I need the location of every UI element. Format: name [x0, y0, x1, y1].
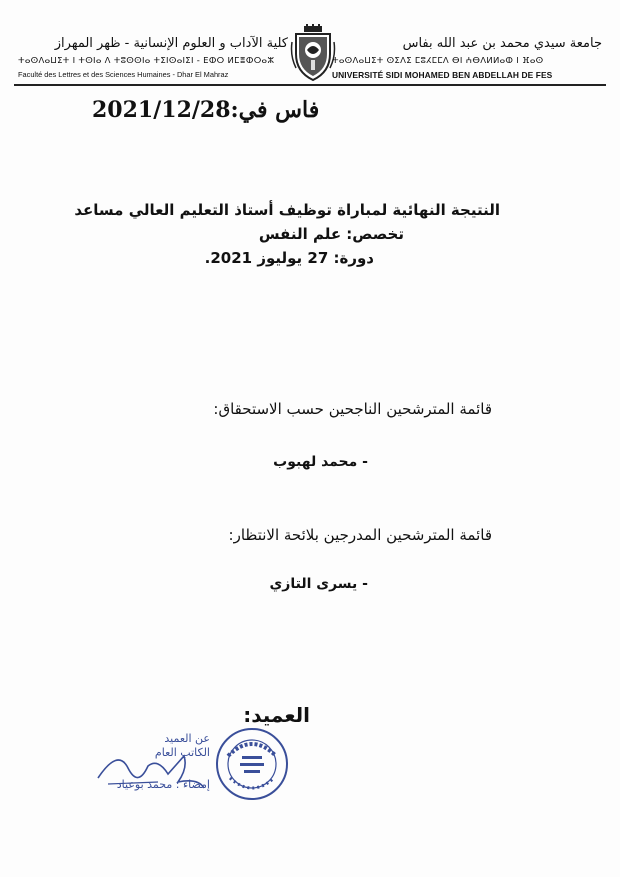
passed-list-heading: قائمة المترشحين الناجحين حسب الاستحقاق:: [213, 400, 492, 418]
document-session: دورة: 27 يوليوز 2021.: [204, 249, 374, 267]
signed-by-text: إمضاء : محمد بوعياد: [116, 778, 210, 791]
university-name-tifinagh: ⵜⴰⵙⴷⴰⵡⵉⵜ ⵙⵉⴷⵉ ⵎⵓⵃⵎⵎⴷ ⴱⵏ ⵄⴱⴷⵍⵍⴰⵀ ⵏ ⴼⴰⵙ: [332, 56, 544, 66]
university-header: [332, 36, 602, 80]
waitlist-heading: قائمة المترشحين المدرجين بلائحة الانتظار:: [228, 526, 492, 544]
document-title-block: [60, 198, 500, 270]
secretary-general-text: الكاتب العام: [154, 746, 210, 759]
faculty-name-arabic: كلية الآداب و العلوم الإنسانية - ظهر المهراز: [54, 36, 288, 51]
header-divider: [14, 84, 606, 86]
faculty-header: [18, 36, 288, 80]
document-title: النتيجة النهائية لمباراة توظيف أستاذ التعليم العالي مساعد: [74, 201, 500, 219]
on-behalf-text: عن العميد: [164, 732, 210, 745]
document-specialty: تخصص: علم النفس: [258, 225, 404, 243]
passed-candidate: - محمد لهبوب: [273, 454, 368, 470]
faculty-name-tifinagh: ⵜⴰⵙⴷⴰⵡⵉⵜ ⵏ ⵜⵙⵏⴰ ⴷ ⵜⵓⵙⵙⵏⴰ ⵜⵉⵏⵙⴰⵏⵉⵏ - ⴹⵀⵔ ⵍⵎⴻⵀⵔⴰⵣ: [18, 56, 275, 66]
university-name-french: UNIVERSITÉ SIDI MOHAMED BEN ABDELLAH DE FES: [332, 70, 553, 80]
document-date: [92, 96, 320, 124]
handwritten-signature-icon: [88, 738, 208, 794]
faculty-round-stamp: [214, 726, 290, 802]
dean-label: العميد:: [243, 703, 310, 727]
date-value: 2021/12/28: [92, 97, 231, 123]
faculty-name-french: Faculté des Lettres et des Sciences Humaines - Dhar El Mahraz: [18, 70, 229, 79]
waitlist-candidate: - يسرى التازي: [269, 576, 368, 592]
date-label: فاس في:: [230, 97, 320, 123]
university-name-arabic: جامعة سيدي محمد بن عبد الله بفاس: [402, 36, 602, 51]
university-crest-logo: [290, 24, 336, 82]
